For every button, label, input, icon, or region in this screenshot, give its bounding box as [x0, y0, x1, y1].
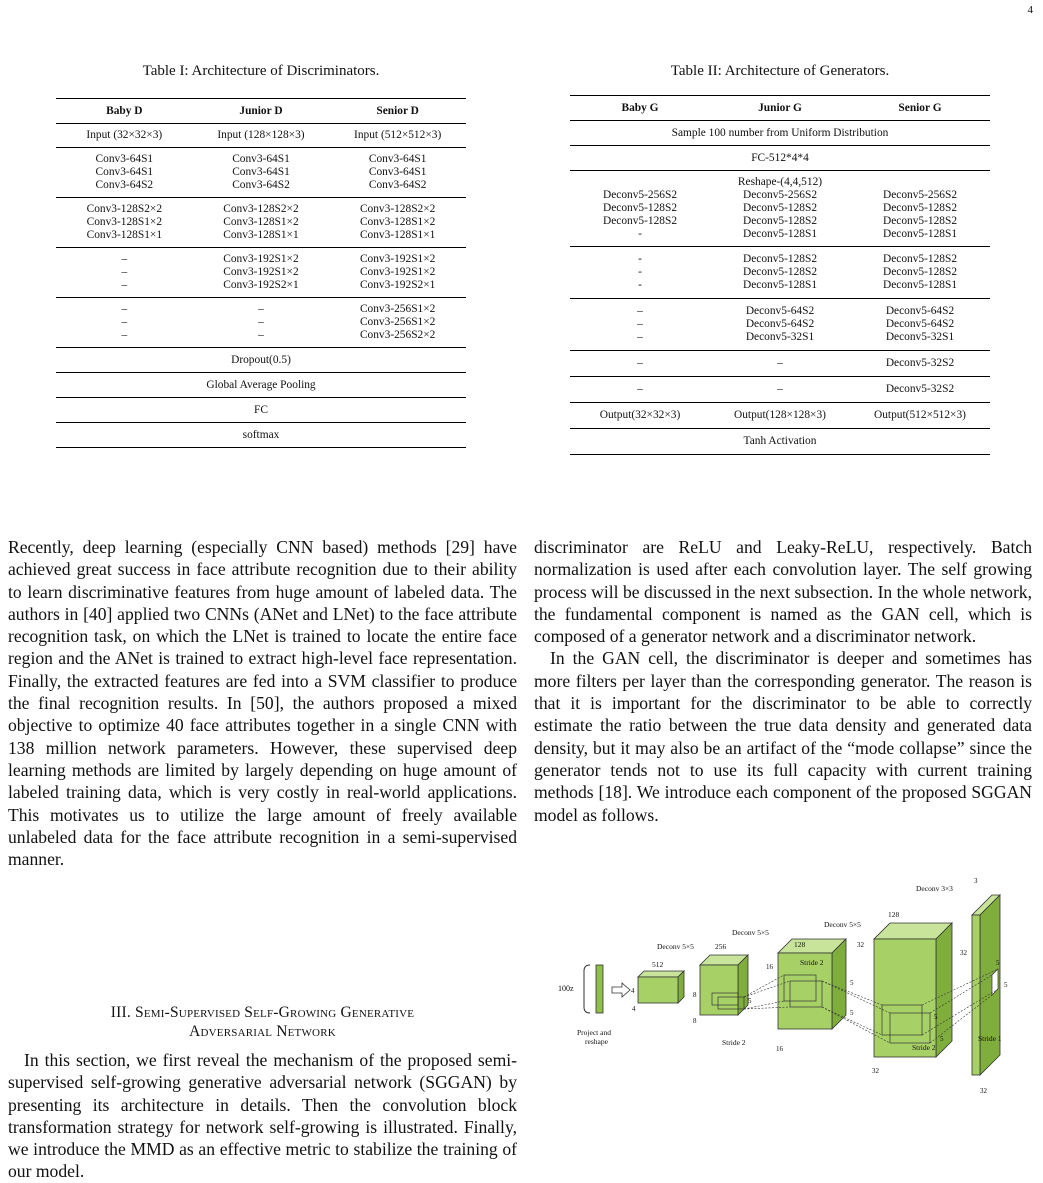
table1-cell-line: Conv3-128S2×2 — [359, 203, 436, 215]
section-heading-line-1: III. Semi-Supervised Self-Growing Generative — [110, 1004, 415, 1021]
stride-label: Stride 2 — [800, 958, 824, 967]
table1-cell-line: – — [258, 303, 264, 315]
table2-cell-line: Deconv5-64S2 — [745, 305, 815, 317]
table2-group-row — [570, 377, 990, 403]
table2-cell-line: Output(128×128×3) — [734, 409, 826, 421]
table1-cell-line: Conv3-192S1×2 — [223, 266, 299, 278]
table2-caption: Table II: Architecture of Generators. — [670, 63, 890, 79]
deconv-label: Deconv 3×3 — [916, 884, 953, 893]
table1-cell-line: Conv3-128S1×2 — [359, 216, 436, 228]
table2-spanning-row — [570, 146, 990, 171]
table1-cell-line: Conv3-192S1×2 — [359, 253, 436, 265]
dim-label: 5 — [996, 959, 1000, 967]
table1-cell-line: Conv3-128S1×1 — [223, 229, 299, 241]
table1-cell-line: Conv3-64S2 — [95, 179, 154, 191]
table2-cell-line: Deconv5-128S2 — [882, 215, 958, 227]
table2-cell — [850, 189, 990, 247]
paragraph-related-work: Recently, deep learning (especially CNN based) methods [29] have achieved great success in face attribute recognition due to their ability to learn discriminative features from huge amount of labeled data. The authors in [40] applied two CNNs (ANet and LNet) to the face attribute recognition task, on which the LNet is trained to locate the entire face region and the ANet is trained to extract high-level face representation. Finally, the extracted features are fed into a SVM classifier to produce the final recognition results. In [50], the authors proposed a mixed objective to optimize 40 face attributes together in a single CNN with 138 million network parameters. However, these supervised deep learning methods are limited by largely depending on huge amount of labeled training data, which is very costly in real-world applications. This motivates us to utilize the large amount of freely available unlabeled data for the face attribute recognition in a semi-supervised manner. — [8, 537, 517, 870]
table2-cell-line: Deconv5-128S1 — [882, 279, 958, 291]
input-vector — [558, 965, 635, 1046]
table2-cell-line: Deconv5-256S2 — [602, 189, 678, 201]
table2-cell — [710, 403, 850, 429]
table2-cell-line: – — [637, 383, 643, 395]
table2-cell-line: – — [637, 305, 643, 317]
table1-spanning-row — [56, 348, 466, 373]
dim-label: 128 — [888, 910, 900, 919]
table2-cell — [850, 377, 990, 403]
dim-label: 3 — [974, 877, 978, 885]
table2-cell-line: Output(512×512×3) — [874, 409, 966, 421]
deconv-label: Deconv 5×5 — [657, 942, 694, 951]
page-number: 4 — [1027, 4, 1033, 16]
table2-cell-line: – — [637, 318, 643, 330]
table2-cell — [570, 189, 710, 247]
table2-cell-line: Deconv5-128S2 — [602, 215, 678, 227]
table2-header-cell: Junior G — [710, 96, 850, 121]
dim-label: 32 — [960, 949, 967, 957]
table1-group-row — [56, 148, 466, 198]
table1-cell — [56, 198, 193, 248]
section-heading — [8, 1003, 517, 1041]
table1-cell-line: – — [121, 279, 128, 291]
table1-cell-line: Conv3-256S1×2 — [359, 303, 436, 315]
table1-cell-line: Conv3-256S1×2 — [359, 316, 436, 328]
table2-group-row — [570, 189, 990, 247]
table1-spanning-row — [56, 373, 466, 398]
table1-header-row — [56, 99, 466, 124]
table2-cell-line: Deconv5-128S2 — [742, 215, 818, 227]
table2-cell-line: Deconv5-64S2 — [885, 305, 955, 317]
table1-spanning-cell: FC — [56, 398, 466, 423]
table2-cell-line: - — [638, 266, 642, 278]
table1-cell — [329, 248, 466, 298]
table2-group-row — [570, 247, 990, 299]
table1-group-row — [56, 198, 466, 248]
table2-cell-line: - — [638, 228, 642, 240]
table2-cell — [710, 247, 850, 299]
table1-cell-line: Conv3-192S1×2 — [223, 253, 299, 265]
dim-label: 32 — [980, 1087, 987, 1095]
section-heading-line-2: Adversarial Network — [189, 1023, 336, 1040]
table2-cell-line: Deconv5-128S1 — [742, 228, 818, 240]
table2-cell-line: Deconv5-32S2 — [885, 383, 955, 395]
table1-header-cell: Baby D — [56, 99, 193, 124]
generator-architecture-figure — [552, 845, 1032, 1135]
table2-cell-line: Deconv5-128S2 — [882, 202, 958, 214]
table1-cell-line: Conv3-64S1 — [232, 166, 290, 178]
table1-cell-line: Conv3-192S2×1 — [223, 279, 299, 291]
table2-cell — [570, 377, 710, 403]
table2-cell-line: Deconv5-64S2 — [885, 318, 955, 330]
table2-cell — [850, 247, 990, 299]
table2-cell-line: Deconv5-32S1 — [745, 331, 815, 343]
table1-cell — [193, 124, 330, 148]
dim-label: 256 — [715, 942, 727, 951]
table1-cell-line: Conv3-192S2×1 — [359, 279, 436, 291]
table1-cell — [193, 248, 330, 298]
table2-cell-line: - — [638, 253, 642, 265]
table2-cell-line: Deconv5-32S1 — [885, 331, 955, 343]
table1-cell-line: Conv3-64S2 — [368, 179, 427, 191]
table2-cell-line: Deconv5-128S2 — [882, 253, 958, 265]
dim-label: 5 — [850, 1009, 854, 1017]
input-label: 100z — [558, 984, 574, 993]
table1-cell-line: Conv3-128S1×1 — [86, 229, 163, 241]
table2-cell — [570, 351, 710, 377]
table1-cell-line: Conv3-64S1 — [95, 166, 154, 178]
dim-label: 5 — [940, 1035, 944, 1043]
table1-cell-line: Conv3-64S1 — [368, 153, 427, 165]
table2-cell-line: Deconv5-128S2 — [602, 202, 678, 214]
table2-cell-line: Deconv5-256S2 — [742, 189, 818, 201]
table1-cell — [56, 148, 193, 198]
table2-cell-line: Deconv5-128S1 — [742, 279, 818, 291]
block-512 — [632, 960, 684, 1013]
table2-cell — [710, 189, 850, 247]
table2-header-cell: Senior G — [850, 96, 990, 121]
table1-cell-line: – — [258, 316, 264, 328]
table1-cell — [56, 248, 193, 298]
stride-label: Stride 1 — [978, 1034, 1002, 1043]
dim-label: 8 — [693, 991, 697, 999]
paragraph-gan-cell-intro: discriminator are ReLU and Leaky-ReLU, respectively. Batch normalization is used after each convolution layer. The self growing process will be discussed in the next subsection. In the whole network, the fundamental component is named as the GAN cell, which is composed of a generator network and a discriminator network. — [534, 537, 1032, 647]
table1-cell-line: Input (128×128×3) — [217, 129, 305, 141]
dim-label: 128 — [794, 940, 806, 949]
table1-cell-line: Conv3-128S1×2 — [223, 216, 299, 228]
table1-group-row — [56, 248, 466, 298]
dim-label: 512 — [652, 960, 664, 969]
table2-cell — [570, 247, 710, 299]
dim-label: 5 — [748, 997, 752, 1005]
table2-group-row — [570, 299, 990, 351]
dim-label: 4 — [632, 1005, 636, 1013]
table2-cell — [710, 351, 850, 377]
block-128-a — [732, 928, 854, 1053]
table2-group-row — [570, 403, 990, 429]
project-label-1: Project and — [577, 1028, 611, 1037]
table2-cell-line: – — [637, 331, 643, 343]
table1-group-row — [56, 298, 466, 348]
table1-cell-line: Input (512×512×3) — [354, 129, 442, 141]
table2-spanning-cell: Tanh Activation — [743, 435, 817, 447]
table2-cell — [570, 299, 710, 351]
project-label-2: reshape — [585, 1037, 608, 1046]
table1-cell — [329, 124, 466, 148]
table1-cell-line: Conv3-64S1 — [368, 166, 427, 178]
table2-cell-line: – — [637, 357, 643, 369]
table2-cell-line: Deconv5-128S2 — [742, 266, 818, 278]
table1-spanning-cell: Dropout(0.5) — [56, 348, 466, 373]
paragraph-section-intro: In this section, we first reveal the mechanism of the proposed semi-supervised self-growing generative adversarial network (SGGAN) by presenting its architecture in details. Then the convolution block transformation strategy for network self-growing is illustrated. Finally, we introduce the MMD as an effective metric to stabilize the training of our model. — [8, 1050, 517, 1182]
table2-cell — [710, 299, 850, 351]
table2-group-row — [570, 351, 990, 377]
stride-label: Stride 2 — [912, 1043, 936, 1052]
table1-cell — [329, 148, 466, 198]
table2-spanning-row — [570, 121, 990, 146]
right-column-text — [534, 536, 1032, 826]
table1-group-row — [56, 124, 466, 148]
table1-cell-line: Conv3-128S2×2 — [86, 203, 163, 215]
table2-reshape-cell: Reshape-(4,4,512) — [737, 176, 823, 188]
table1-cell — [56, 298, 193, 348]
table2-spanning-cell: FC-512*4*4 — [570, 146, 990, 171]
dim-label: 5 — [850, 979, 854, 987]
table2-header-row — [570, 96, 990, 121]
table2-cell-line: – — [777, 383, 783, 395]
table1-cell-line: – — [121, 303, 128, 315]
table1-cell-line: Conv3-256S2×2 — [359, 329, 436, 341]
paragraph-gan-cell-details: In the GAN cell, the discriminator is deeper and sometimes has more filters per layer than the corresponding generator. The reason is that it is important for the discriminator to be able to correctly estimate the ratio between the true data density and generated data density, but it may also be an artifact of the “mode collapse” since the generator tends not to use its full capacity with current training methods [18]. We introduce each component of the proposed SGGAN model as follows. — [534, 648, 1032, 825]
table1-cell — [56, 124, 193, 148]
dim-label: 5 — [934, 1013, 938, 1021]
table1-spanning-cell: softmax — [242, 429, 280, 441]
dim-label: 16 — [766, 963, 773, 971]
dim-label: 32 — [857, 941, 864, 949]
section-intro — [8, 1049, 517, 1183]
table2-cell-line: Deconv5-128S2 — [742, 253, 818, 265]
table1-cell-line: Conv3-64S2 — [232, 179, 290, 191]
table1-cell-line: – — [121, 329, 128, 341]
table1-cell-line: Conv3-64S1 — [232, 153, 290, 165]
table1-cell-line: Conv3-128S1×2 — [86, 216, 163, 228]
table2-cell — [710, 377, 850, 403]
table2-reshape-row — [570, 171, 990, 190]
table2-cell-line: Deconv5-128S2 — [742, 202, 818, 214]
table1-cell-line: – — [121, 253, 128, 265]
table2-cell — [850, 403, 990, 429]
dim-label: 32 — [872, 1067, 879, 1075]
table1-cell-line: Conv3-64S1 — [95, 153, 154, 165]
table1-cell — [193, 198, 330, 248]
table2-cell-line: Deconv5-32S2 — [885, 357, 955, 369]
table1-caption: Table I: Architecture of Discriminators. — [142, 63, 380, 79]
deconv-label: Deconv 5×5 — [732, 928, 769, 937]
table2-cell-line: Deconv5-128S2 — [882, 266, 958, 278]
table1-cell-line: – — [121, 316, 128, 328]
table2-spanning-row — [570, 429, 990, 455]
table2-cell — [850, 351, 990, 377]
table2-header-cell: Baby G — [570, 96, 710, 121]
table1-cell — [329, 198, 466, 248]
table1-cell-line: – — [258, 329, 264, 341]
table2-cell — [570, 403, 710, 429]
table2-cell-line: Deconv5-256S2 — [882, 189, 958, 201]
table2-cell-line: - — [638, 279, 642, 291]
table2-generators — [570, 95, 990, 455]
table1-discriminators — [56, 98, 466, 448]
table1-cell-line: Conv3-128S2×2 — [223, 203, 299, 215]
dim-label: 8 — [693, 1017, 697, 1025]
table1-spanning-cell: Global Average Pooling — [56, 373, 466, 398]
table1-cell-line: Input (32×32×3) — [86, 129, 163, 141]
table1-header-cell: Junior D — [193, 99, 330, 124]
table1-header-cell: Senior D — [329, 99, 466, 124]
table1-cell — [193, 148, 330, 198]
dim-label: 16 — [776, 1045, 783, 1053]
table1-spanning-row — [56, 423, 466, 448]
left-column-paragraph — [8, 536, 517, 870]
table1-spanning-row — [56, 398, 466, 423]
table2-cell-line: Output(32×32×3) — [599, 409, 681, 421]
table1-cell — [193, 298, 330, 348]
dim-label: 5 — [1004, 981, 1008, 989]
table2-cell-line: Deconv5-64S2 — [745, 318, 815, 330]
table2-cell-line: Deconv5-128S1 — [882, 228, 958, 240]
table1-cell — [329, 298, 466, 348]
table1-cell-line: – — [121, 266, 128, 278]
table2-cell — [850, 299, 990, 351]
table1-cell-line: Conv3-128S1×1 — [359, 229, 436, 241]
table2-cell-line: – — [777, 357, 783, 369]
stride-label: Stride 2 — [722, 1038, 746, 1047]
table2-spanning-cell: Sample 100 number from Uniform Distribution — [570, 121, 990, 146]
deconv-label: Deconv 5×5 — [824, 920, 861, 929]
dim-label: 4 — [631, 987, 635, 995]
table1-cell-line: Conv3-192S1×2 — [359, 266, 436, 278]
